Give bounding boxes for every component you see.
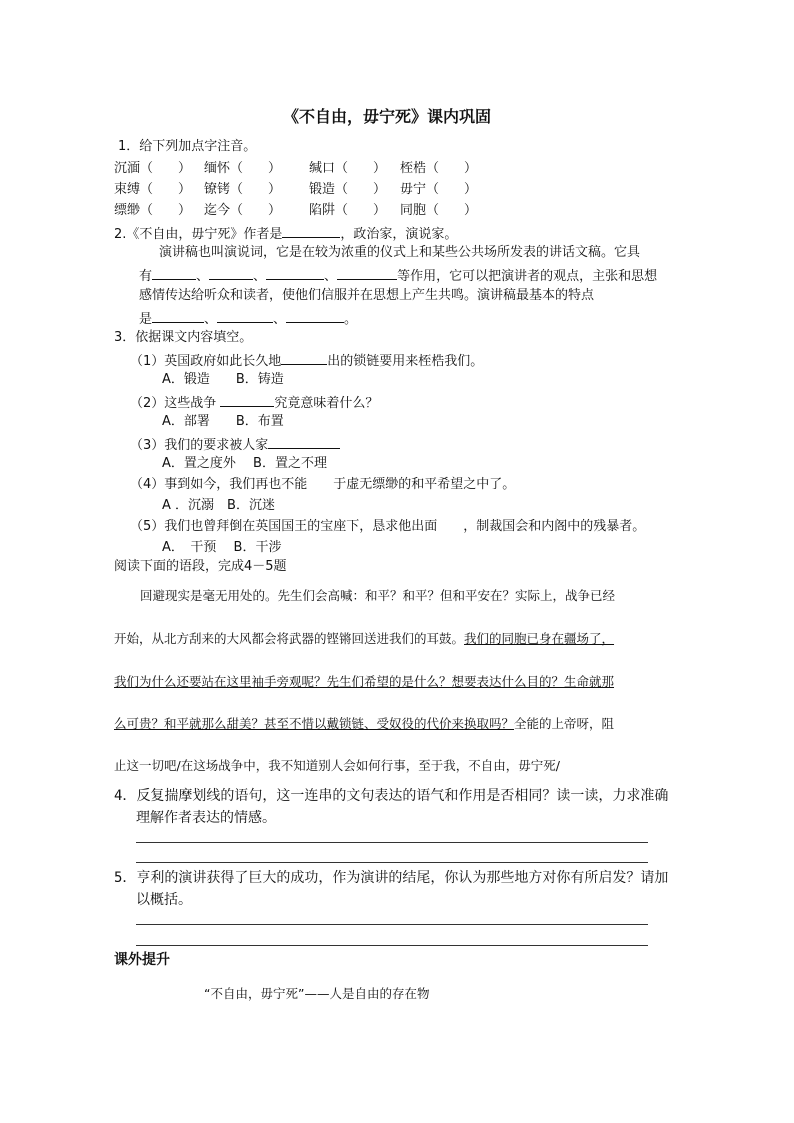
q3-item-text: （1）英国政府如此长久地 — [130, 354, 282, 369]
pinyin-item: 束缚（ — [114, 182, 154, 197]
question-3-stem: 3．依据课文内容填空。 — [114, 330, 253, 345]
q3-item-text: 出的锁链要用来桎梏我们。 — [327, 354, 484, 369]
pinyin-item: 镣铐（ — [204, 182, 244, 197]
passage-line-underlined: 我们为什么还要站在这里袖手旁观呢？先生们希望的是什么？想要表达什么目的？生命就那 — [114, 674, 615, 689]
pinyin-close: ） — [464, 182, 478, 197]
pinyin-item: 沉湎（ — [114, 161, 154, 176]
question-number: 4． — [114, 788, 137, 804]
page-title: 《不自由，毋宁死》课内巩固 — [283, 107, 492, 126]
q2-text: 。 — [344, 312, 358, 327]
answer-blank[interactable] — [281, 350, 327, 365]
pinyin-close: ） — [373, 203, 387, 218]
pinyin-close: ） — [464, 161, 478, 176]
q2-paragraph-line: 感情传达给听众和读者，使他们信服并在思想上产生共鸣。演讲稿最基本的特点 — [139, 288, 595, 303]
function-blank[interactable] — [266, 265, 324, 280]
answer-line[interactable] — [136, 924, 648, 925]
q2-text: 是 — [139, 312, 153, 327]
feature-blank[interactable] — [286, 308, 344, 323]
answer-blank[interactable] — [268, 434, 340, 449]
passage-line — [114, 630, 614, 648]
q2-sep: 、 — [196, 269, 210, 284]
section-subtitle: “不自由，毋宁死”——人是自由的存在物 — [204, 986, 430, 1001]
q3-options: A．部署 B．布置 — [162, 414, 284, 429]
function-blank[interactable] — [152, 265, 196, 280]
q2-text: 等作用，它可以把演讲者的观点，主张和思想 — [397, 269, 658, 284]
pinyin-item: 陷阱（ — [309, 203, 349, 218]
q2-paragraph-line — [139, 308, 357, 329]
q2-sep: 、 — [273, 312, 287, 327]
q3-item — [130, 392, 378, 413]
pinyin-close: ） — [464, 203, 478, 218]
pinyin-close: ） — [178, 182, 192, 197]
q2-paragraph-line: 演讲稿也叫演说词，它是在较为浓重的仪式上和某些公共场所发表的讲话文稿。它具 — [159, 245, 641, 260]
q3-item-text: （2）这些战争 — [130, 396, 221, 411]
answer-line[interactable] — [136, 862, 648, 863]
pinyin-item: 缥缈（ — [114, 203, 154, 218]
q2-sep: 、 — [324, 269, 338, 284]
answer-line[interactable] — [136, 945, 648, 946]
pinyin-item: 同胞（ — [400, 203, 440, 218]
question-4-cont: 理解作者表达的情感。 — [136, 810, 276, 826]
q3-options: A．置之度外 B．置之不理 — [162, 456, 327, 471]
q3-options: A． 干预 B．干涉 — [162, 540, 282, 555]
q2-stem-text-end: ，政治家，演说家。 — [340, 227, 458, 242]
underlined-text: 么可贵？和平就那么甜美？甚至不惜以戴锁链、受奴役的代价来换取吗？ — [114, 716, 515, 731]
pinyin-item: 迄今（ — [204, 203, 244, 218]
question-4 — [114, 786, 668, 806]
pinyin-item: 毋宁（ — [400, 182, 440, 197]
underlined-text: 我们的同胞已身在疆场了， — [464, 631, 615, 646]
q3-item-text: 究竟意味着什么？ — [274, 396, 379, 411]
question-5-cont: 以概括。 — [136, 892, 192, 908]
pinyin-item: 缅怀（ — [204, 161, 244, 176]
q3-item — [130, 434, 340, 455]
q3-options: A．锻造 B．铸造 — [162, 372, 284, 387]
reading-intro: 阅读下面的语段，完成4－5题 — [114, 559, 287, 574]
q3-item: （5）我们也曾拜倒在英国国王的宝座下，恳求他出面 ，制裁国会和内阁中的残暴者。 — [130, 519, 646, 534]
question-1-stem: 1．给下列加点字注音。 — [118, 139, 257, 154]
pinyin-item: 锻造（ — [309, 182, 349, 197]
pinyin-close: ） — [178, 161, 192, 176]
feature-blank[interactable] — [152, 308, 204, 323]
answer-line[interactable] — [136, 842, 648, 843]
q2-stem-text: 2.《不自由，毋宁死》作者是 — [114, 227, 283, 242]
question-2-stem — [114, 223, 457, 244]
feature-blank[interactable] — [217, 308, 273, 323]
pinyin-item: 缄口（ — [309, 161, 349, 176]
passage-text: 全能的上帝呀，阻 — [514, 716, 615, 731]
passage-text: 开始，从北方刮来的大风都会将武器的铿锵回送进我们的耳鼓。 — [114, 631, 465, 646]
pinyin-close: ） — [268, 182, 282, 197]
question-text: 反复揣摩划线的语句，这一连串的文句表达的语气和作用是否相同？读一读，力求准确 — [136, 788, 669, 804]
answer-blank[interactable] — [220, 392, 274, 407]
q3-item: （4）事到如今，我们再也不能 于虚无缥缈的和平希望之中了。 — [130, 477, 516, 492]
q3-item — [130, 350, 483, 371]
question-text: 亨利的演讲获得了巨大的成功，作为演讲的结尾，你认为那些地方对你有所启发？请加 — [136, 870, 669, 886]
pinyin-close: ） — [268, 203, 282, 218]
question-5 — [114, 868, 668, 888]
passage-line — [114, 715, 614, 733]
q2-sep: 、 — [253, 269, 267, 284]
pinyin-close: ） — [373, 182, 387, 197]
q2-paragraph-line — [139, 265, 657, 286]
pinyin-item: 桎梏（ — [400, 161, 440, 176]
q3-item-text: （3）我们的要求被人家 — [130, 438, 269, 453]
pinyin-close: ） — [268, 161, 282, 176]
question-number: 5． — [114, 870, 137, 886]
pinyin-close: ） — [178, 203, 192, 218]
pinyin-close: ） — [373, 161, 387, 176]
q3-options: A ．沉溺 B．沉迷 — [162, 498, 275, 513]
section-heading: 课外提升 — [114, 952, 170, 968]
q2-text: 有 — [139, 269, 153, 284]
function-blank[interactable] — [337, 265, 397, 280]
function-blank[interactable] — [209, 265, 253, 280]
q2-sep: 、 — [204, 312, 218, 327]
passage-line: 回避现实是毫无用处的。先生们会高喊：和平？和平？但和平安在？实际上，战争已经 — [140, 588, 616, 603]
passage-line: 止这一切吧/在这场战争中，我不知道别人会如何行事，至于我，不自由，毋宁死/ — [114, 758, 560, 773]
author-blank[interactable] — [282, 223, 340, 238]
